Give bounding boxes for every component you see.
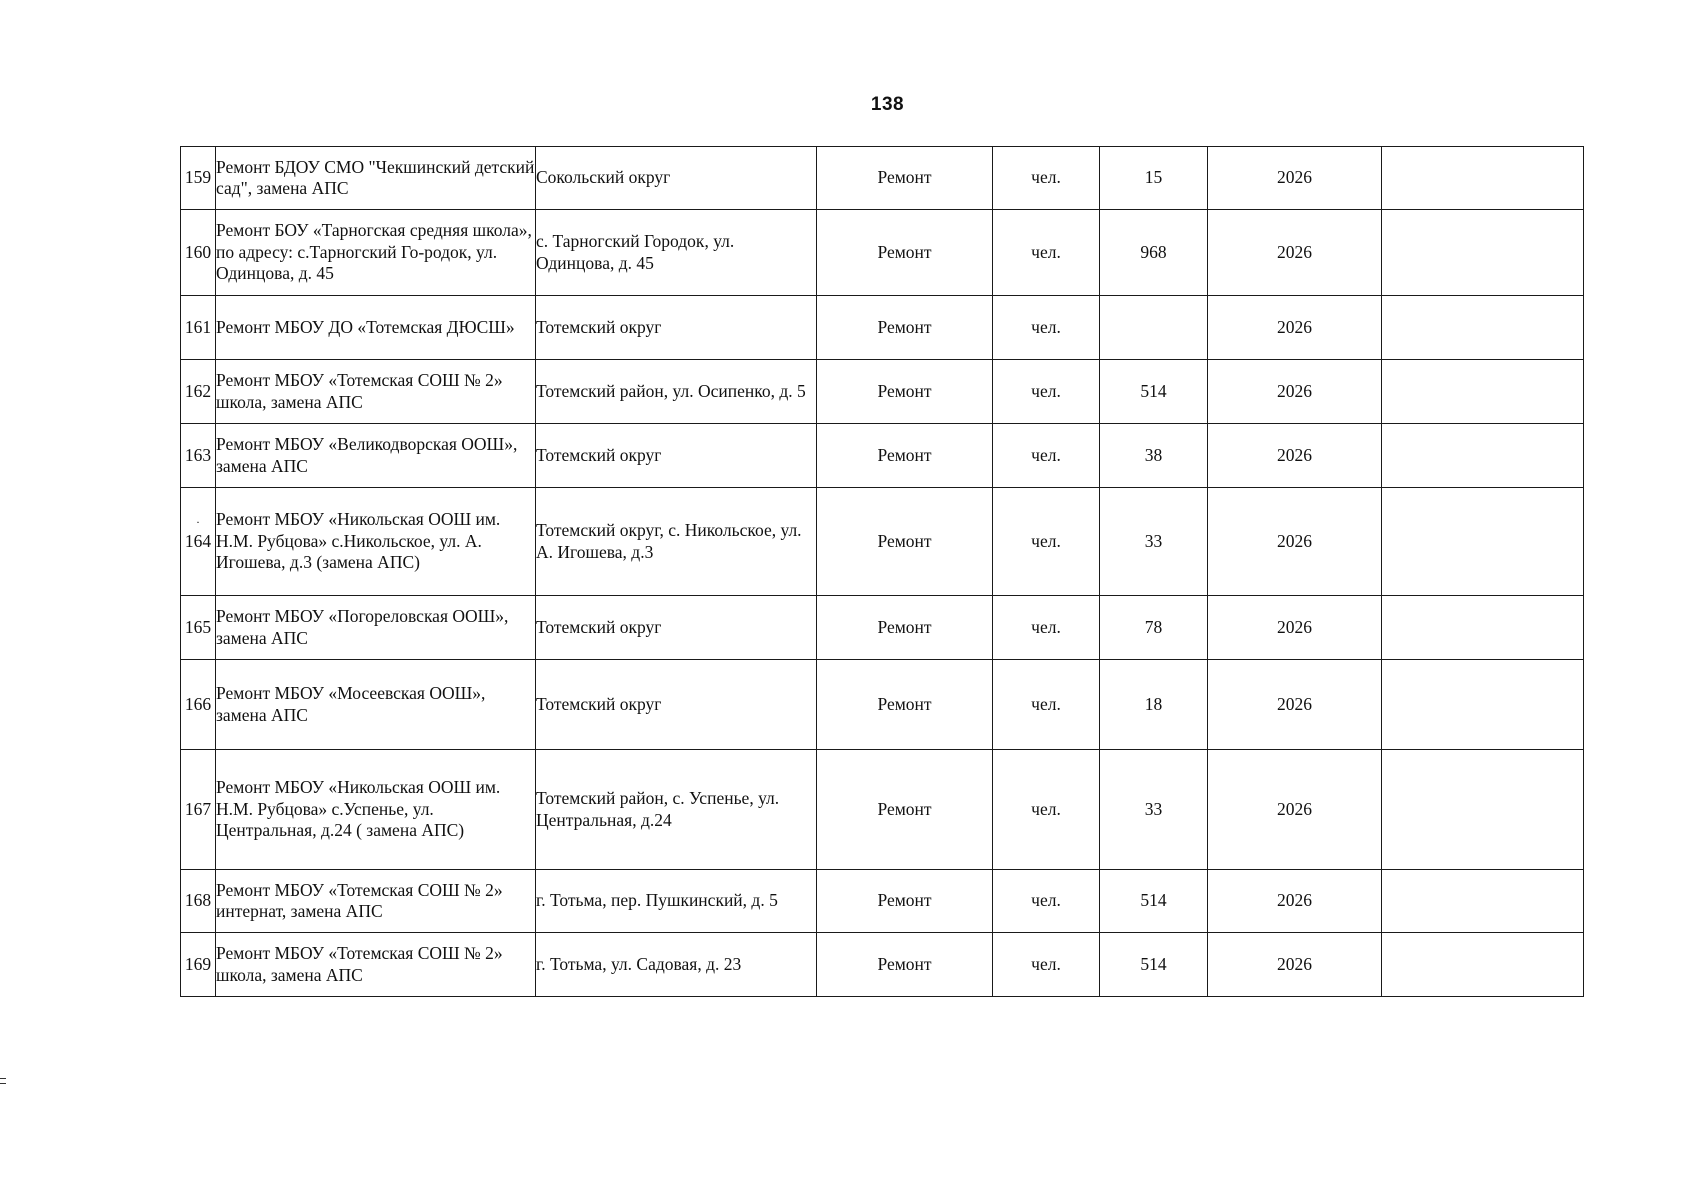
table-row — [181, 750, 1584, 870]
object-name: Ремонт МБОУ «Погореловская ООШ», замена АПС — [216, 596, 536, 660]
table-row — [181, 660, 1584, 750]
unit: чел. — [993, 750, 1100, 870]
object-address: Тотемский округ, с. Никольское, ул. А. Игошева, д.3 — [536, 488, 817, 596]
note — [1382, 210, 1584, 296]
scan-speck-mark: · — [196, 514, 200, 529]
row-number: 169 — [181, 933, 216, 997]
unit: чел. — [993, 870, 1100, 933]
capacity: 514 — [1100, 870, 1208, 933]
object-name: Ремонт МБОУ «Никольская ООШ им. Н.М. Рубцова» с.Никольское, ул. А. Игошева, д.3 (замена АПС) — [216, 488, 536, 596]
note — [1382, 660, 1584, 750]
row-number: 160 — [181, 210, 216, 296]
work-type: Ремонт — [817, 660, 993, 750]
object-name: Ремонт МБОУ «Тотемская СОШ № 2» школа, замена АПС — [216, 933, 536, 997]
capacity: 78 — [1100, 596, 1208, 660]
unit: чел. — [993, 488, 1100, 596]
row-number: 165 — [181, 596, 216, 660]
capacity: 18 — [1100, 660, 1208, 750]
note — [1382, 933, 1584, 997]
object-address: Тотемский район, с. Успенье, ул. Центральная, д.24 — [536, 750, 817, 870]
row-number: 163 — [181, 424, 216, 488]
unit: чел. — [993, 296, 1100, 360]
note — [1382, 296, 1584, 360]
work-type: Ремонт — [817, 424, 993, 488]
object-address: с. Тарногский Городок, ул. Одинцова, д. 45 — [536, 210, 817, 296]
unit: чел. — [993, 147, 1100, 210]
object-address: г. Тотьма, пер. Пушкинский, д. 5 — [536, 870, 817, 933]
capacity: 514 — [1100, 933, 1208, 997]
unit: чел. — [993, 596, 1100, 660]
year: 2026 — [1208, 596, 1382, 660]
capacity: 33 — [1100, 488, 1208, 596]
work-type: Ремонт — [817, 750, 993, 870]
table-row — [181, 147, 1584, 210]
table-row — [181, 360, 1584, 424]
year: 2026 — [1208, 360, 1382, 424]
work-type: Ремонт — [817, 870, 993, 933]
note — [1382, 596, 1584, 660]
work-type: Ремонт — [817, 147, 993, 210]
row-number-cell — [181, 488, 216, 596]
page-number: 138 — [870, 94, 905, 115]
row-number: 168 — [181, 870, 216, 933]
object-name: Ремонт МБОУ «Мосеевская ООШ», замена АПС — [216, 660, 536, 750]
work-type: Ремонт — [817, 360, 993, 424]
row-number: 164 — [184, 530, 212, 551]
note — [1382, 870, 1584, 933]
object-address: Тотемский район, ул. Осипенко, д. 5 — [536, 360, 817, 424]
year: 2026 — [1208, 210, 1382, 296]
object-name: Ремонт МБОУ «Великодворская ООШ», замена АПС — [216, 424, 536, 488]
note — [1382, 488, 1584, 596]
note — [1382, 424, 1584, 488]
year: 2026 — [1208, 870, 1382, 933]
year: 2026 — [1208, 296, 1382, 360]
capacity: 514 — [1100, 360, 1208, 424]
object-name: Ремонт БДОУ СМО "Чекшинский детский сад", замена АПС — [216, 147, 536, 210]
note — [1382, 147, 1584, 210]
object-register-table — [180, 146, 1584, 997]
table-row — [181, 596, 1584, 660]
note — [1382, 750, 1584, 870]
capacity: 15 — [1100, 147, 1208, 210]
object-address: Тотемский округ — [536, 596, 817, 660]
unit: чел. — [993, 424, 1100, 488]
work-type: Ремонт — [817, 210, 993, 296]
note — [1382, 360, 1584, 424]
row-number: 159 — [181, 147, 216, 210]
table-row — [181, 424, 1584, 488]
capacity: 33 — [1100, 750, 1208, 870]
capacity: 968 — [1100, 210, 1208, 296]
object-address: Сокольский округ — [536, 147, 817, 210]
work-type: Ремонт — [817, 488, 993, 596]
row-number: 166 — [181, 660, 216, 750]
work-type: Ремонт — [817, 296, 993, 360]
table-row — [181, 210, 1584, 296]
table-row — [181, 933, 1584, 997]
table-row — [181, 870, 1584, 933]
object-name: Ремонт МБОУ ДО «Тотемская ДЮСШ» — [216, 296, 536, 360]
object-name: Ремонт МБОУ «Тотемская СОШ № 2» школа, замена АПС — [216, 360, 536, 424]
unit: чел. — [993, 660, 1100, 750]
year: 2026 — [1208, 660, 1382, 750]
table-row — [181, 296, 1584, 360]
year: 2026 — [1208, 488, 1382, 596]
object-name: Ремонт БОУ «Тарногская средняя школа», по адресу: с.Тарногский Го-родок, ул. Одинцова, д. 45 — [216, 210, 536, 296]
object-name: Ремонт МБОУ «Тотемская СОШ № 2» интернат, замена АПС — [216, 870, 536, 933]
object-name: Ремонт МБОУ «Никольская ООШ им. Н.М. Рубцова» с.Успенье, ул. Центральная, д.24 ( замена АПС) — [216, 750, 536, 870]
unit: чел. — [993, 210, 1100, 296]
year: 2026 — [1208, 147, 1382, 210]
year: 2026 — [1208, 933, 1382, 997]
object-address: Тотемский округ — [536, 660, 817, 750]
year: 2026 — [1208, 424, 1382, 488]
object-address: г. Тотьма, ул. Садовая, д. 23 — [536, 933, 817, 997]
year: 2026 — [1208, 750, 1382, 870]
row-number: 161 — [181, 296, 216, 360]
table-row — [181, 488, 1584, 596]
row-number: 167 — [181, 750, 216, 870]
scan-edge-mark — [0, 1078, 6, 1084]
unit: чел. — [993, 933, 1100, 997]
unit: чел. — [993, 360, 1100, 424]
object-address: Тотемский округ — [536, 296, 817, 360]
work-type: Ремонт — [817, 596, 993, 660]
capacity: 38 — [1100, 424, 1208, 488]
work-type: Ремонт — [817, 933, 993, 997]
row-number: 162 — [181, 360, 216, 424]
object-address: Тотемский округ — [536, 424, 817, 488]
capacity — [1100, 296, 1208, 360]
